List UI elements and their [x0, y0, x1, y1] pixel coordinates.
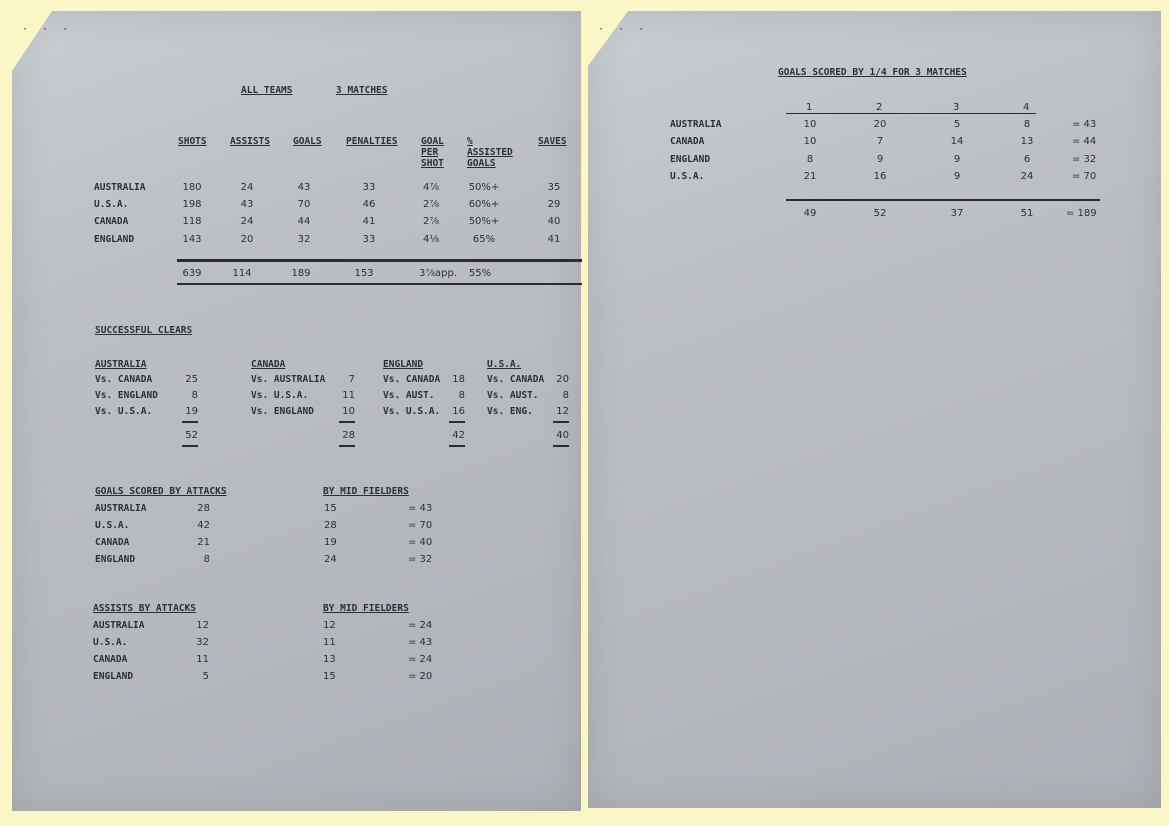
- quarter-cell: 9: [953, 154, 961, 165]
- stats-row-team: ENGLAND: [94, 234, 135, 245]
- quarter-cell: 9: [876, 154, 884, 165]
- stats-cell: 65%: [472, 234, 496, 245]
- assists-total: = 20: [408, 671, 433, 682]
- goals-mid-value: 15: [324, 503, 337, 514]
- stats-cell: 33: [362, 234, 376, 245]
- assists-mid-value: 13: [323, 654, 336, 665]
- quarter-row-team: AUSTRALIA: [670, 119, 722, 130]
- clears-value: 16: [452, 406, 465, 417]
- stats-header-5-line-1: ASSISTED: [467, 147, 513, 158]
- quarter-row-team: ENGLAND: [670, 154, 711, 165]
- stats-cell: 29: [547, 199, 561, 210]
- quarter-column-total: 49: [803, 208, 817, 219]
- quarter-cell: 13: [1020, 136, 1034, 147]
- quarter-column-total: 51: [1020, 208, 1034, 219]
- stats-header-0: SHOTS: [178, 136, 207, 147]
- stats-header-4-line-0: GOAL: [421, 136, 444, 147]
- clears-underline: [182, 421, 198, 423]
- stats-row-team: U.S.A.: [94, 199, 129, 210]
- stats-row-team: AUSTRALIA: [94, 182, 146, 193]
- quarter-cell: 8: [806, 154, 814, 165]
- goals-total: = 70: [408, 520, 433, 531]
- quarter-header-rule: [786, 113, 1036, 114]
- clears-team-heading: U.S.A.: [487, 359, 522, 370]
- quarter-cell: 20: [873, 119, 887, 130]
- stats-cell: 32: [297, 234, 311, 245]
- stats-header-2: GOALS: [293, 136, 322, 147]
- assists-mid-value: 12: [323, 620, 336, 631]
- clears-opponent: Vs. ENGLAND: [95, 390, 158, 401]
- quarter-cell: 10: [803, 119, 817, 130]
- stats-cell: 2⅞: [422, 199, 440, 210]
- quarter-cell: 21: [803, 171, 817, 182]
- goals-mid-title: BY MID FIELDERS: [323, 486, 409, 497]
- stats-cell: 43: [297, 182, 311, 193]
- stats-cell: 41: [547, 234, 561, 245]
- stats-bottom-rule: [177, 283, 582, 285]
- stats-cell: 198: [182, 199, 202, 210]
- clears-total: 40: [556, 430, 569, 441]
- clears-opponent: Vs. ENG.: [487, 406, 533, 417]
- clears-opponent: Vs. AUST.: [487, 390, 539, 401]
- clears-total: 42: [452, 430, 465, 441]
- assists-attacks-value: 32: [196, 637, 209, 648]
- stats-cell: 41: [362, 216, 376, 227]
- stats-cell: 2⅞: [422, 216, 440, 227]
- goals-row-team: U.S.A.: [95, 520, 130, 531]
- stats-cell: 44: [297, 216, 311, 227]
- quarter-row-total: = 44: [1072, 136, 1097, 147]
- stats-cell: 4⅞: [422, 182, 440, 193]
- stats-total: 189: [291, 268, 311, 279]
- quarter-cell: 16: [873, 171, 887, 182]
- goals-total: = 43: [408, 503, 433, 514]
- stats-total: 55%: [468, 268, 492, 279]
- stats-cell: 43: [240, 199, 254, 210]
- quarter-cell: 9: [953, 171, 961, 182]
- quarter-header: 1: [806, 102, 813, 113]
- assists-attacks-value: 11: [196, 654, 209, 665]
- quarter-cell: 24: [1020, 171, 1034, 182]
- clears-team-heading: CANADA: [251, 359, 286, 370]
- assists-row-team: CANADA: [93, 654, 128, 665]
- quarter-row-total: = 70: [1072, 171, 1097, 182]
- goals-row-team: CANADA: [95, 537, 130, 548]
- assists-row-team: ENGLAND: [93, 671, 134, 682]
- quarter-row-total: = 32: [1072, 154, 1097, 165]
- quarter-cell: 10: [803, 136, 817, 147]
- quarter-header: 3: [953, 102, 960, 113]
- stats-header-5-line-2: GOALS: [467, 158, 496, 169]
- clears-value: 8: [191, 390, 198, 401]
- quarter-row-team: U.S.A.: [670, 171, 705, 182]
- assists-row-team: AUSTRALIA: [93, 620, 145, 631]
- binder-holes-right: · · ·: [598, 24, 649, 35]
- stats-cell: 60%+: [468, 199, 500, 210]
- quarter-header: 4: [1023, 102, 1030, 113]
- stats-cell: 143: [182, 234, 202, 245]
- assists-attacks-title: ASSISTS BY ATTACKS: [93, 603, 196, 614]
- clears-opponent: Vs. CANADA: [95, 374, 153, 385]
- goals-attacks-title: GOALS SCORED BY ATTACKS: [95, 486, 227, 497]
- quarter-grand-total: = 189: [1066, 208, 1097, 219]
- stats-header-5-line-0: %: [467, 136, 473, 147]
- clears-value: 11: [342, 390, 355, 401]
- assists-mid-title: BY MID FIELDERS: [323, 603, 409, 614]
- stats-total: 3⅞app.: [418, 268, 458, 279]
- assists-attacks-value: 5: [202, 671, 209, 682]
- goals-mid-value: 24: [324, 554, 337, 565]
- clears-value: 19: [185, 406, 198, 417]
- stats-cell: 35: [547, 182, 561, 193]
- clears-team-heading: ENGLAND: [383, 359, 424, 370]
- stats-cell: 50%+: [468, 216, 500, 227]
- clears-value: 8: [458, 390, 465, 401]
- title-matches: 3 MATCHES: [336, 85, 388, 96]
- right-page: [588, 11, 1161, 808]
- goals-mid-value: 28: [324, 520, 337, 531]
- clears-total-underline: [339, 445, 355, 447]
- assists-mid-value: 15: [323, 671, 336, 682]
- quarter-header: 2: [876, 102, 883, 113]
- stats-cell: 24: [240, 182, 254, 193]
- right-page-title: GOALS SCORED BY 1/4 FOR 3 MATCHES: [778, 67, 967, 78]
- quarter-column-total: 52: [873, 208, 887, 219]
- goals-total: = 32: [408, 554, 433, 565]
- stats-cell: 4⅛: [422, 234, 440, 245]
- goals-attacks-value: 42: [197, 520, 210, 531]
- stats-header-6: SAVES: [538, 136, 567, 147]
- clears-value: 18: [452, 374, 465, 385]
- quarter-column-total: 37: [950, 208, 964, 219]
- stats-total-rule: [177, 259, 582, 262]
- assists-mid-value: 11: [323, 637, 336, 648]
- clears-value: 20: [556, 374, 569, 385]
- stats-cell: 24: [240, 216, 254, 227]
- quarter-row-total: = 43: [1072, 119, 1097, 130]
- quarter-row-team: CANADA: [670, 136, 705, 147]
- clears-value: 25: [185, 374, 198, 385]
- stats-row-team: CANADA: [94, 216, 129, 227]
- goals-attacks-value: 21: [197, 537, 210, 548]
- page-title: ALL TEAMS: [241, 85, 293, 96]
- clears-total: 28: [342, 430, 355, 441]
- clears-total-underline: [553, 445, 569, 447]
- clears-team-heading: AUSTRALIA: [95, 359, 147, 370]
- clears-opponent: Vs. U.S.A.: [383, 406, 441, 417]
- clears-opponent: Vs. AUSTRALIA: [251, 374, 326, 385]
- stats-cell: 70: [297, 199, 311, 210]
- clears-opponent: Vs. CANADA: [487, 374, 545, 385]
- clears-opponent: Vs. ENGLAND: [251, 406, 314, 417]
- clears-opponent: Vs. AUST.: [383, 390, 435, 401]
- clears-underline: [553, 421, 569, 423]
- assists-row-team: U.S.A.: [93, 637, 128, 648]
- stats-header-3: PENALTIES: [346, 136, 398, 147]
- clears-opponent: Vs. U.S.A.: [251, 390, 309, 401]
- clears-value: 10: [342, 406, 355, 417]
- clears-value: 7: [348, 374, 355, 385]
- assists-total: = 24: [408, 654, 433, 665]
- stats-header-4-line-1: PER: [421, 147, 439, 158]
- goals-total: = 40: [408, 537, 433, 548]
- goals-mid-value: 19: [324, 537, 337, 548]
- clears-total-underline: [182, 445, 198, 447]
- clears-value: 12: [556, 406, 569, 417]
- clears-total-underline: [449, 445, 465, 447]
- quarter-cell: 7: [876, 136, 884, 147]
- binder-holes-left: · · ·: [22, 24, 73, 35]
- goals-row-team: ENGLAND: [95, 554, 136, 565]
- clears-underline: [449, 421, 465, 423]
- goals-attacks-value: 8: [203, 554, 210, 565]
- clears-total: 52: [185, 430, 198, 441]
- stats-cell: 33: [362, 182, 376, 193]
- clears-value: 8: [562, 390, 569, 401]
- clears-opponent: Vs. CANADA: [383, 374, 441, 385]
- stats-cell: 46: [362, 199, 376, 210]
- stats-total: 114: [232, 268, 252, 279]
- quarter-cell: 5: [953, 119, 961, 130]
- stats-total: 153: [354, 268, 374, 279]
- assists-total: = 24: [408, 620, 433, 631]
- clears-opponent: Vs. U.S.A.: [95, 406, 153, 417]
- stats-header-1: ASSISTS: [230, 136, 271, 147]
- goals-attacks-value: 28: [197, 503, 210, 514]
- goals-row-team: AUSTRALIA: [95, 503, 147, 514]
- clears-title: SUCCESSFUL CLEARS: [95, 325, 193, 336]
- stats-cell: 180: [182, 182, 202, 193]
- quarter-cell: 6: [1023, 154, 1031, 165]
- assists-total: = 43: [408, 637, 433, 648]
- stats-header-4-line-2: SHOT: [421, 158, 444, 169]
- quarter-cell: 14: [950, 136, 964, 147]
- stats-cell: 40: [547, 216, 561, 227]
- quarter-cell: 8: [1023, 119, 1031, 130]
- assists-attacks-value: 12: [196, 620, 209, 631]
- clears-underline: [339, 421, 355, 423]
- stats-cell: 20: [240, 234, 254, 245]
- stats-cell: 50%+: [468, 182, 500, 193]
- stats-total: 639: [182, 268, 202, 279]
- stats-cell: 118: [182, 216, 202, 227]
- quarter-total-rule: [786, 199, 1100, 201]
